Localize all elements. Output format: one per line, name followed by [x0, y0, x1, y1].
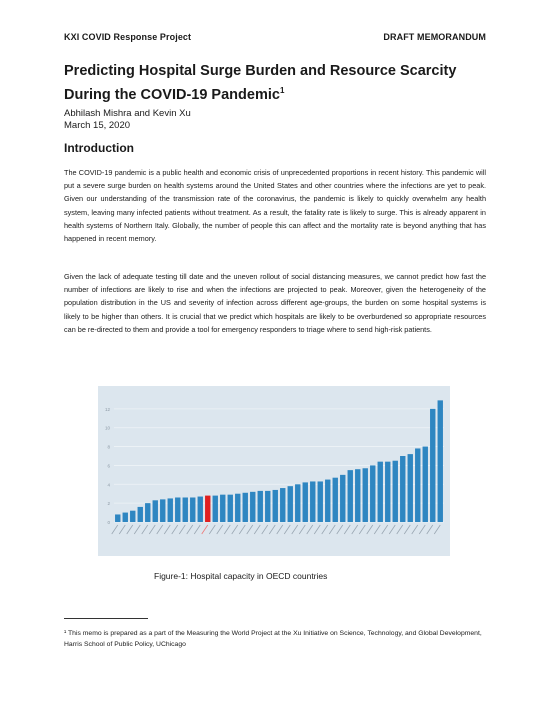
bar [153, 500, 158, 522]
highlighted-bar [205, 496, 210, 522]
bar [348, 470, 353, 522]
paragraph: The COVID-19 pandemic is a public health and economic crisis of unprecedented proportions in recent history. This pandemic will put a severe surge burden on health systems around the United States and other countries where the infections are yet to peak. Given our understanding of the transmission rate of the coronavirus, the pandemic is likely to quickly overwhelm any health system, leaving many infected patients without treatment. As a result, the fatality rate is likely to surge. This is already apparent in health systems of Northern Italy. Globally, the number of people this can affect and the mortality rate is beyond anything that has happened in recent memory. [64, 168, 486, 244]
bar [408, 454, 413, 522]
bar [265, 491, 270, 522]
bar [160, 499, 165, 522]
bar [138, 507, 143, 522]
bar [183, 497, 188, 522]
bar [235, 494, 240, 522]
bar [415, 448, 420, 522]
bar [273, 490, 278, 522]
bar [198, 497, 203, 522]
page-header [64, 32, 486, 42]
bar [288, 486, 293, 522]
bar-chart [98, 386, 450, 556]
bar [385, 462, 390, 522]
y-tick-label: 0 [107, 520, 110, 525]
y-tick-label: 2 [107, 501, 110, 507]
bar [340, 475, 345, 522]
y-tick-label: 6 [107, 463, 110, 469]
memo-title [64, 62, 494, 105]
paragraph: Given the lack of adequate testing till date and the uneven rollout of social distancing measures, we cannot predict how fast the number of infections are likely to rise and when the infections are projected to peak. Moreover, given the heterogeneity of the population distribution in the US and severity of infection across different age-groups, the burden on some hospital systems is likely to be higher than others. It is crucial that we predict which hospitals are likely to be overburdened so appropriate resources can be re-directed to them and provide a tool for emergency responders to triage where to send high-risk patients. [64, 272, 486, 334]
bar [220, 495, 225, 522]
bar [363, 468, 368, 522]
bar [250, 492, 255, 522]
bar [310, 481, 315, 522]
byline [64, 108, 191, 131]
figure-caption: Figure-1: Hospital capacity in OECD countries [154, 571, 328, 581]
bar [145, 503, 150, 522]
bar [280, 488, 285, 522]
bar [438, 400, 443, 522]
bar [175, 497, 180, 522]
section-heading: Introduction [64, 141, 134, 155]
bar [393, 461, 398, 522]
footnote-divider [64, 618, 148, 619]
bar [243, 493, 248, 522]
figure-chart [98, 386, 450, 556]
bar [378, 462, 383, 522]
bar [123, 513, 128, 522]
y-tick-label: 12 [104, 406, 110, 412]
bar [325, 480, 330, 522]
bar [355, 469, 360, 522]
bar [295, 484, 300, 522]
bar [333, 478, 338, 522]
project-name: KXI COVID Response Project [64, 32, 192, 42]
memo-date: March 15, 2020 [64, 119, 131, 131]
memo-title-text: Predicting Hospital Surge Burden and Resource Scarcity During the COVID-19 Pandemic [64, 63, 457, 103]
bar [213, 496, 218, 522]
bar [190, 497, 195, 522]
bar [303, 482, 308, 522]
bar [400, 456, 405, 522]
bar [115, 514, 120, 522]
bar [423, 447, 428, 522]
document-status: DRAFT MEMORANDUM [383, 32, 486, 42]
bar [130, 511, 135, 522]
bar [228, 495, 233, 522]
footnote: ¹ This memo is prepared as a part of the Measuring the World Project at the Xu Initiative on Science, Technology, and Global Development, Harris School of Public Policy, UChicago [64, 630, 482, 648]
authors: Abhilash Mishra and Kevin Xu [64, 108, 191, 119]
title-footnote-mark: 1 [279, 86, 285, 95]
bar [430, 409, 435, 522]
y-tick-label: 8 [107, 444, 110, 450]
bar [318, 481, 323, 522]
y-tick-label: 10 [104, 425, 110, 431]
bar [370, 465, 375, 522]
bar [258, 491, 263, 522]
y-tick-label: 4 [107, 482, 110, 488]
bar [168, 498, 173, 522]
